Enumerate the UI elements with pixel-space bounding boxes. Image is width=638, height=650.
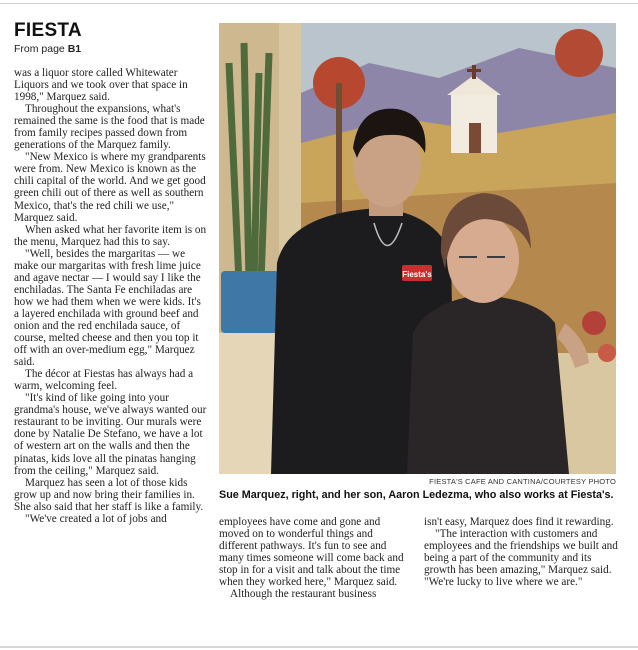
photo-credit: FIESTA'S CAFE AND CANTINA/COURTESY PHOTO xyxy=(429,477,616,486)
jump-prefix: From page xyxy=(14,43,65,55)
col3-paragraph: isn't easy, Marquez does find it rewarding. xyxy=(424,516,614,528)
jump-line xyxy=(14,43,81,55)
col1-paragraph: When asked what her favorite item is on the menu, Marquez had this to say. xyxy=(14,223,207,248)
col3-paragraph: "The interaction with customers and employees and the friendships we built and being a part of the community and its growth has been amazing," Marquez said. "We're lucky to live where we are." xyxy=(424,528,618,589)
top-rule xyxy=(0,3,638,4)
col1-paragraph: "Well, besides the margaritas — we make our margaritas with fresh lime juice and agave nectar — I would say I like the enchiladas. The Santa Fe enchiladas are how we had them when we were kids. It's a layered enchilada with ground beef and onion and the red enchilada sauce, of course, melted cheese and then you top it off with an over-medium egg," Marquez said. xyxy=(14,247,201,369)
col1-paragraph: Marquez has seen a lot of those kids grow up and now bring their families in. She also said that her staff is like a family. xyxy=(14,476,204,513)
article-column-2 xyxy=(219,516,411,600)
col1-paragraph: "New Mexico is where my grandparents were from. New Mexico is known as the chili capital of the world. And we get good green chili out of there as well as southern Mexico, that's the red chili we use," Marquez said. xyxy=(14,151,206,224)
section-kicker: FIESTA xyxy=(14,20,82,41)
article-column-3 xyxy=(424,516,620,588)
shirt-logo: Fiesta's xyxy=(402,270,432,279)
jump-page: B1 xyxy=(67,43,82,55)
bottom-rule xyxy=(0,646,638,648)
col1-paragraph: The décor at Fiestas has always had a warm, welcoming feel. xyxy=(14,368,194,393)
col1-paragraph: was a liquor store called Whitewater Liquors and we took over that space in 1998," Marquez said. xyxy=(14,67,188,104)
col1-paragraph: "It's kind of like going into your grandma's house, we've always wanted our restaurant to be inviting. Our murals were done by Natalie De Stefano, we have a lot of western art on the walls and then the pinatas, kids love all the pinatas hanging from the ceiling," Marquez said. xyxy=(14,392,207,477)
col2-paragraph: Although the restaurant business xyxy=(230,588,377,601)
article-column-1 xyxy=(14,67,207,525)
col1-paragraph: Throughout the expansions, what's remained the same is the food that is made from family recipes passed down from generations of the Marquez family. xyxy=(14,103,205,152)
col2-paragraph: employees have come and gone and moved on to wonderful things and different pathways. It's fun to see and many times someone will come back and stop in for a visit and talk about the time when they worked here," Marquez said. xyxy=(219,516,404,589)
photo-caption: Sue Marquez, right, and her son, Aaron Ledezma, who also works at Fiesta's. xyxy=(219,489,614,501)
article-photo xyxy=(219,23,616,474)
col1-paragraph: "We've created a lot of jobs and xyxy=(25,512,167,525)
